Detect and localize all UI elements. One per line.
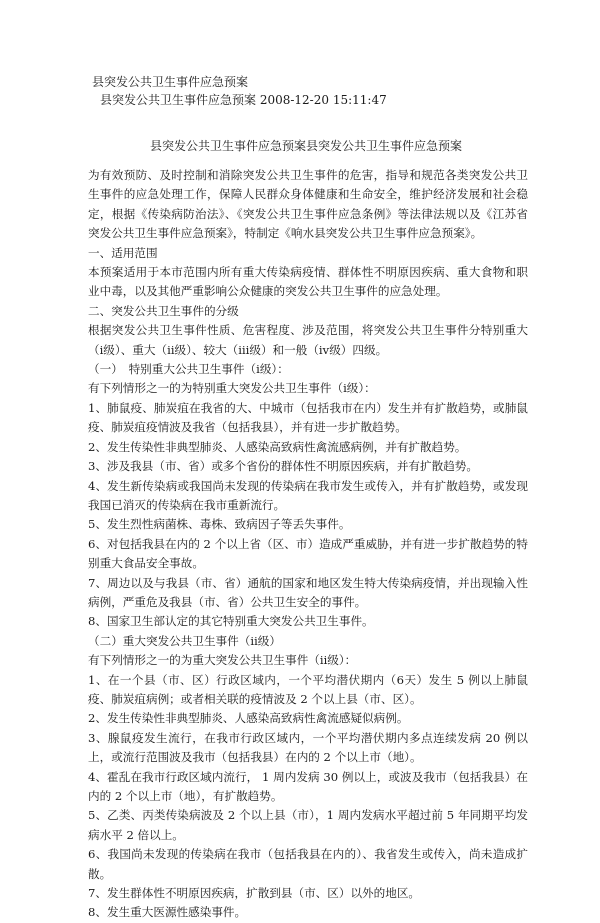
intro-paragraph: 为有效预防、及时控制和消除突发公共卫生事件的危害，指导和规范各类突发公共卫生事件的应急处理工作，保障人民群众身体健康和生命安全，维护经济发展和社会稳定，根据《传染病防治法》、《突发公共卫生事件应急条例》等法律法规以及《江苏省突发公共卫生事件应急预案》，特制定《响水县突发公共卫生事件应急预案》。 xyxy=(88,168,528,241)
subsection-heading-level-2: （二）重大突发公共卫生事件（ⅱ级） xyxy=(88,633,281,648)
list-item: 6、我国尚未发现的传染病在我市（包括我县在内的）、我省发生或传入，尚未造成扩散。 xyxy=(88,847,528,881)
list-item: 8、发生重大医源性感染事件。 xyxy=(88,905,247,920)
list-item: 6、对包括我县在内的 2 个以上省（区、市）造成严重威胁，并有进一步扩散趋势的特别重大食品安全事故。 xyxy=(88,536,528,571)
list-item: 5、乙类、丙类传染病波及 2 个以上县（市），1 周内发病水平超过前 5 年同期平均发病水平 2 倍以上。 xyxy=(88,808,528,842)
list-item: 4、霍乱在我市行政区域内流行， 1 周内发病 30 例以上，或波及我市（包括我县）在内的 2 个以上市（地），有扩散趋势。 xyxy=(88,769,528,803)
list-intro: 有下列情形之一的为特别重大突发公共卫生事件（ⅰ级）： xyxy=(88,381,376,396)
scope-paragraph: 本预案适用于本市范围内所有重大传染病疫情、群体性不明原因疾病、重大食物和职业中毒，以及其他严重影响公众健康的突发公共卫生事件的应急处理。 xyxy=(88,265,528,299)
header-title: 县突发公共卫生事件应急预案 xyxy=(92,75,249,89)
list-item: 2、发生传染性非典型肺炎、人感染高致病性禽流感病例，并有扩散趋势。 xyxy=(88,439,467,454)
subsection-heading-level-1: （一） 特别重大公共卫生事件（ⅰ级）： xyxy=(88,362,289,377)
list-item: 7、发生群体性不明原因疾病，扩散到县（市、区）以外的地区。 xyxy=(88,886,421,901)
list-item: 3、腺鼠疫发生流行，在我市行政区域内，一个平均潜伏期内多点连续发病 20 例以上，或流行范围波及我市（包括我县）在内的 2 个以上市（地）。 xyxy=(88,730,528,765)
header-title-with-timestamp: 县突发公共卫生事件应急预案 2008-12-20 15:11:47 xyxy=(100,93,387,107)
list-item: 5、发生烈性病菌株、毒株、致病因子等丢失事件。 xyxy=(88,517,351,532)
list-item: 4、发生新传染病或我国尚未发现的传染病在我市发生或传入，并有扩散趋势，或发现我国已消灭的传染病在我市重新流行。 xyxy=(88,478,528,512)
list-intro: 有下列情形之一的为重大突发公共卫生事件（ⅱ级）： xyxy=(88,653,357,668)
section-heading-classification: 二、突发公共卫生事件的分级 xyxy=(88,303,239,318)
list-item: 8、国家卫生部认定的其它特别重大突发公共卫生事件。 xyxy=(88,614,374,629)
list-item: 1、在一个县（市、区）行政区域内，一个平均潜伏期内（6天）发生 5 例以上肺鼠疫、肺炭疽病例；或者相关联的疫情波及 2 个以上县（市、区）。 xyxy=(88,672,528,706)
list-item: 3、涉及我县（市、省）或多个省份的群体性不明原因疾病，并有扩散趋势。 xyxy=(88,459,478,474)
section-heading-scope: 一、适用范围 xyxy=(88,245,158,260)
list-item: 7、周边以及与我县（市、省）通航的国家和地区发生特大传染病疫情，并出现输入性病例，严重危及我县（市、省）公共卫生安全的事件。 xyxy=(88,575,528,609)
document-title: 县突发公共卫生事件应急预案县突发公共卫生事件应急预案 xyxy=(150,139,463,153)
list-item: 2、发生传染性非典型肺炎、人感染高致病性禽流感疑似病例。 xyxy=(88,711,409,726)
list-item: 1、肺鼠疫、肺炭疽在我省的大、中城市（包括我市在内）发生并有扩散趋势，或肺鼠疫、肺炭疽疫情波及我省（包括我县），并有进一步扩散趋势。 xyxy=(88,400,528,435)
classification-paragraph: 根据突发公共卫生事件性质、危害程度、涉及范围，将突发公共卫生事件分特别重大（ⅰ级）、重大（ⅱ级）、较大（ⅲ级）和一般（ⅳ级）四级。 xyxy=(88,323,528,357)
document-body xyxy=(88,166,528,923)
